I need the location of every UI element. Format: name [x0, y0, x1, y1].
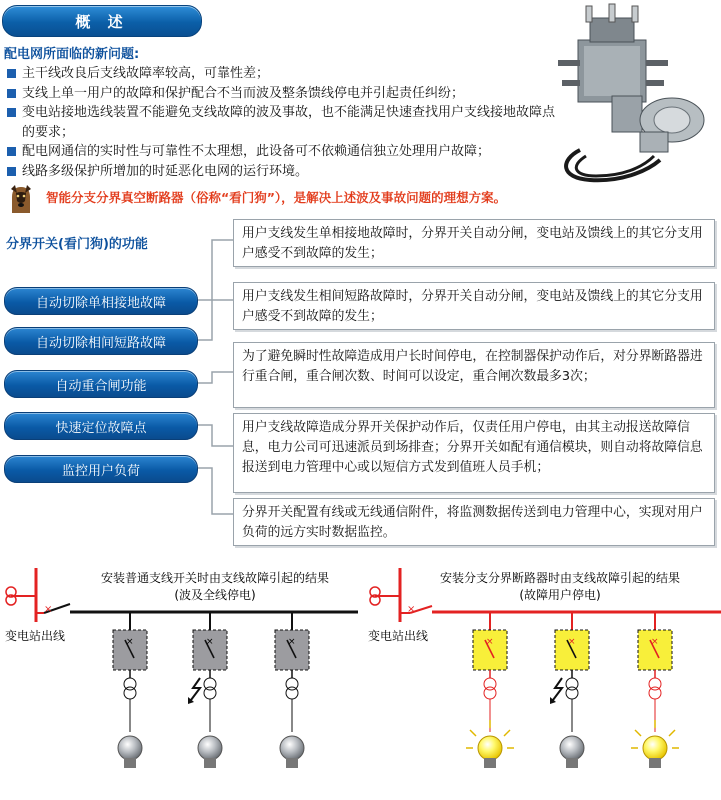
list-item: 主干线改良后支线故障率较高，可靠性差； [4, 64, 564, 84]
svg-text:×: × [288, 637, 296, 647]
section-header [2, 5, 202, 37]
problems-list [4, 64, 564, 181]
svg-text:×: × [486, 637, 494, 647]
problems-title: 配电网所面临的新问题: [4, 47, 140, 62]
function-description: 用户支线发生单相接地故障时，分界开关自动分闸，变电站及馈线上的其它分支用户感受不到故障的发生； [233, 219, 715, 267]
function-button-load-monitor[interactable]: 监控用户负荷 [4, 455, 198, 483]
right-diagram [368, 568, 721, 768]
solution-statement: 智能分支分界真空断路器（俗称“看门狗”），是解决上述波及事故问题的理想方案。 [46, 190, 507, 205]
svg-text:×: × [568, 637, 576, 647]
left-branch-2 [188, 612, 227, 768]
list-item: 线路多级保护所增加的时延恶化电网的运行环境。 [4, 162, 564, 182]
left-station-label: 变电站出线 [5, 629, 66, 643]
function-description: 分界开关配置有线或无线通信附件，将监测数据传送到电力管理中心，实现对用户负荷的远方实时数据监控。 [233, 498, 715, 546]
function-description: 为了避免瞬时性故障造成用户长时间停电，在控制器保护动作后，对分界断路器进行重合闸，重合闸次数、时间可以设定，重合闸次数最多3次； [233, 342, 715, 408]
list-item: 变电站接地选线装置不能避免支线故障的波及事故，也不能满足快速查找用户支线接地故障点的要求； [4, 103, 564, 142]
list-item: 支线上单一用户的故障和保护配合不当而波及整条馈线停电并引起责任纠纷； [4, 84, 564, 104]
watchdog-icon [6, 183, 36, 215]
function-button-fault-location[interactable]: 快速定位故障点 [4, 412, 198, 440]
left-branch-3 [275, 612, 309, 768]
fault-comparison-diagram [0, 560, 721, 800]
right-branch-3 [631, 612, 679, 768]
svg-text:×: × [407, 604, 416, 615]
right-station-label: 变电站出线 [368, 629, 429, 643]
svg-text:×: × [44, 604, 53, 615]
function-button-ground-fault[interactable]: 自动切除单相接地故障 [4, 287, 198, 315]
left-diagram-title: 安装普通支线开关时由支线故障引起的结果 [100, 571, 330, 585]
right-branch-2 [550, 612, 589, 768]
list-item: 配电网通信的实时性与可靠性不太理想，此设备可不依赖通信独立处理用户故障； [4, 142, 564, 162]
section-header-title: 概 述 [75, 12, 129, 31]
left-branch-1 [113, 612, 147, 768]
svg-text:×: × [206, 637, 214, 647]
function-button-short-circuit[interactable]: 自动切除相间短路故障 [4, 327, 198, 355]
function-button-reclosing[interactable]: 自动重合闸功能 [4, 370, 198, 398]
svg-text:×: × [651, 637, 659, 647]
functions-title: 分界开关(看门狗)的功能 [6, 237, 148, 252]
right-branch-1 [466, 612, 514, 768]
function-description: 用户支线发生相间短路故障时，分界开关自动分闸，变电站及馈线上的其它分支用户感受不到故障的发生； [233, 282, 715, 330]
svg-text:×: × [126, 637, 134, 647]
breaker-device-image [550, 0, 721, 190]
function-description: 用户支线故障造成分界开关保护动作后，仅责任用户停电，由其主动报送故障信息，电力公司可迅速派员到场排查；分界开关如配有通信模块，则自动将故障信息报送到电力管理中心或以短信方式发到值班人员手机； [233, 413, 715, 493]
left-diagram [5, 568, 358, 768]
right-diagram-subtitle: (故障用户停电) [519, 588, 601, 602]
right-diagram-title: 安装分支分界断路器时由支线故障引起的结果 [439, 571, 681, 585]
connector-lines [190, 218, 236, 528]
left-diagram-subtitle: (波及全线停电) [174, 588, 256, 602]
